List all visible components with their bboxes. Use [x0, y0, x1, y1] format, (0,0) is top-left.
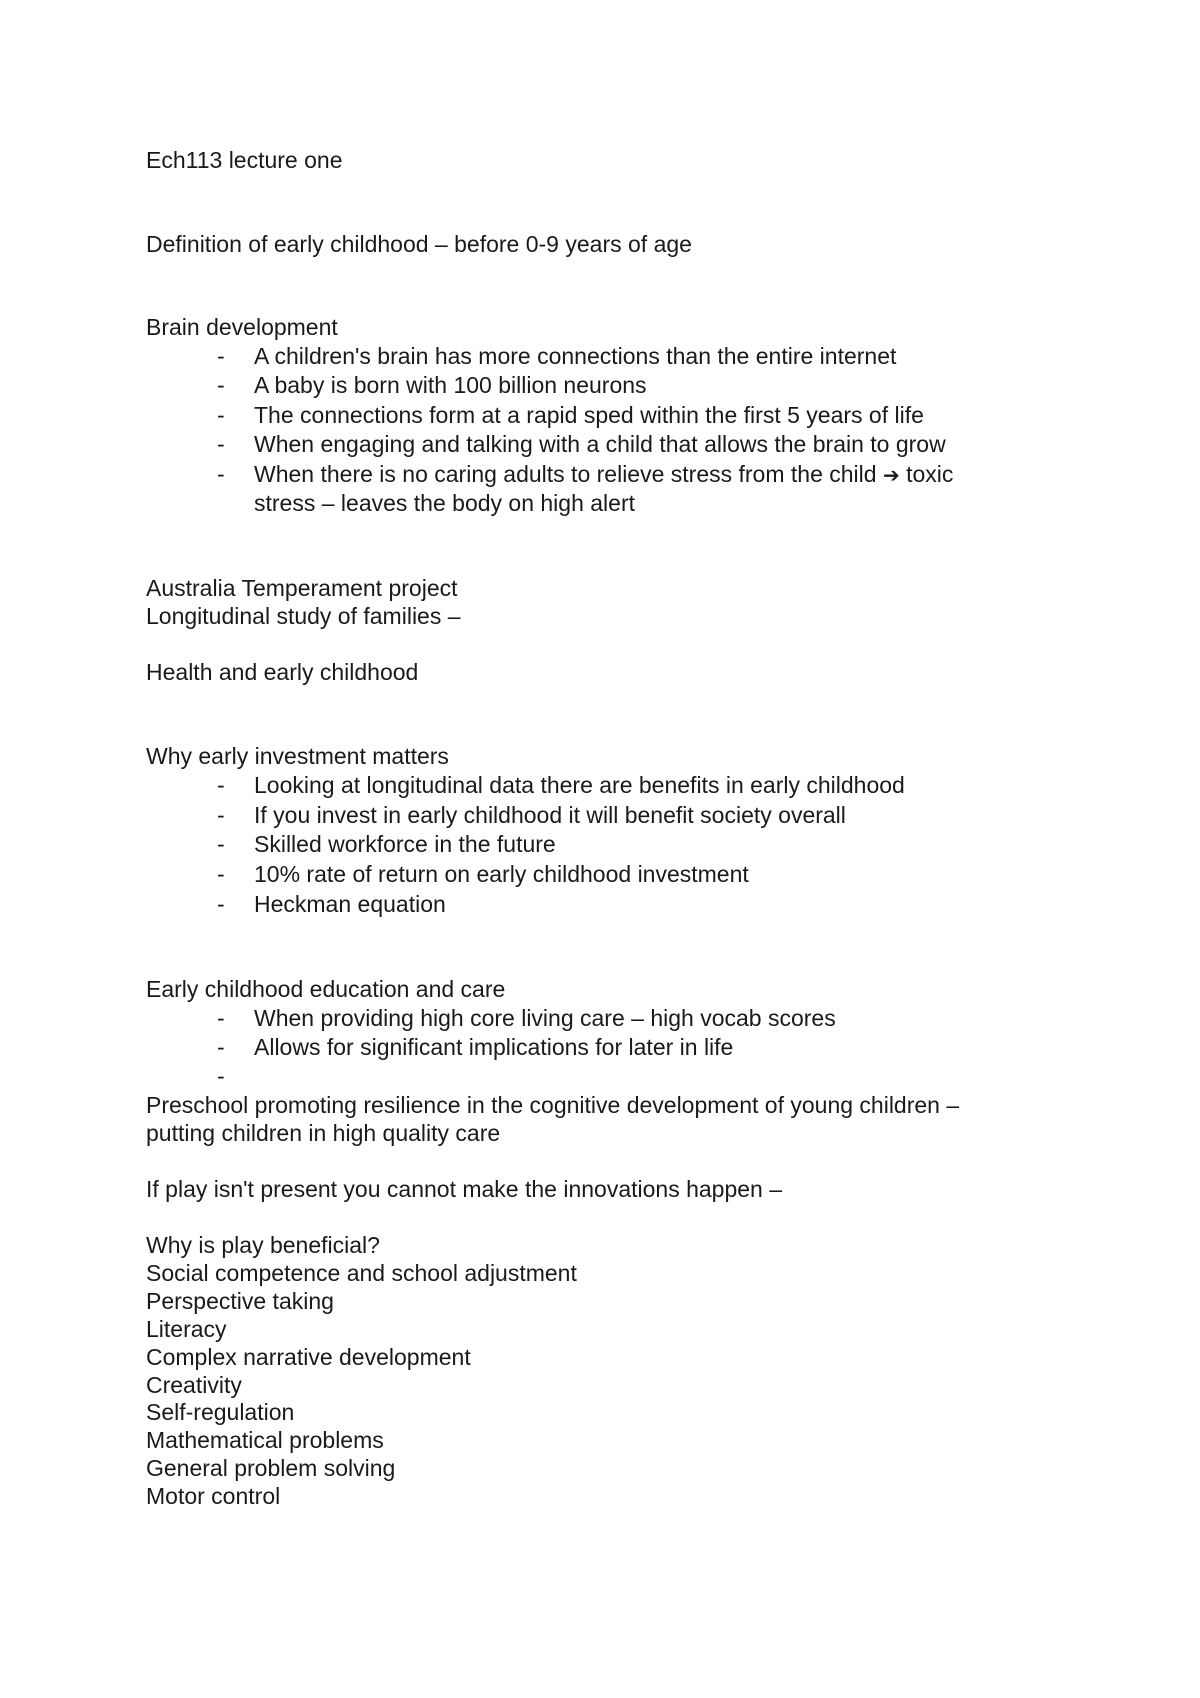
ecec-heading: Early childhood education and care: [146, 976, 506, 1002]
play-benefit-item: Social competence and school adjustment: [146, 1260, 577, 1286]
investment-bullet-dash: -: [217, 861, 225, 887]
ecec-item-2: Allows for significant implications for later in life: [254, 1034, 734, 1060]
play-benefit-item: Creativity: [146, 1372, 242, 1398]
investment-heading: Why early investment matters: [146, 743, 449, 769]
brain-item-5-start: When there is no caring adults to relieve stress from the child: [254, 461, 883, 487]
play-benefit-item: General problem solving: [146, 1455, 396, 1481]
investment-bullet-dash: -: [217, 802, 225, 828]
investment-item-4: 10% rate of return on early childhood investment: [254, 861, 749, 887]
right-arrow-icon: ➔: [882, 463, 900, 487]
brain-item-5-end: toxic: [899, 461, 954, 487]
play-benefit-item: Self-regulation: [146, 1399, 295, 1425]
play-benefits-heading: Why is play beneficial?: [146, 1232, 380, 1258]
brain-item-1: A children's brain has more connections than the entire internet: [254, 343, 897, 369]
play-benefit-item: Literacy: [146, 1316, 227, 1342]
play-benefit-item: Perspective taking: [146, 1288, 334, 1314]
brain-bullet-dash: -: [217, 372, 225, 398]
investment-item-3: Skilled workforce in the future: [254, 831, 556, 857]
ecec-bullet-empty: -: [217, 1063, 225, 1089]
brain-item-5: [254, 460, 953, 489]
brain-item-2: A baby is born with 100 billion neurons: [254, 372, 647, 398]
play-benefit-item: Complex narrative development: [146, 1344, 471, 1370]
play-benefit-item: Motor control: [146, 1483, 281, 1509]
investment-item-1: Looking at longitudinal data there are benefits in early childhood: [254, 772, 905, 798]
brain-heading: Brain development: [146, 314, 338, 340]
ecec-bullet-dash: -: [217, 1005, 225, 1031]
brain-bullet-dash: -: [217, 431, 225, 457]
brain-bullet-dash: -: [217, 461, 225, 487]
investment-bullet-dash: -: [217, 772, 225, 798]
investment-item-2: If you invest in early childhood it will benefit society overall: [254, 802, 846, 828]
brain-item-5-continuation: stress – leaves the body on high alert: [254, 490, 636, 516]
ecec-item-1: When providing high core living care – high vocab scores: [254, 1005, 836, 1031]
ecec-bullet-dash: -: [217, 1034, 225, 1060]
preschool-line-1: Preschool promoting resilience in the cognitive development of young children –: [146, 1092, 960, 1118]
temperament-heading: Australia Temperament project: [146, 575, 458, 601]
temperament-subline: Longitudinal study of families –: [146, 603, 461, 629]
brain-bullet-dash: -: [217, 343, 225, 369]
investment-bullet-dash: -: [217, 891, 225, 917]
preschool-line-2: putting children in high quality care: [146, 1120, 501, 1146]
document-title: Ech113 lecture one: [146, 147, 343, 173]
brain-bullet-dash: -: [217, 402, 225, 428]
brain-item-3: The connections form at a rapid sped within the first 5 years of life: [254, 402, 924, 428]
play-statement: If play isn't present you cannot make the innovations happen –: [146, 1176, 783, 1202]
play-benefit-item: Mathematical problems: [146, 1427, 384, 1453]
definition-line: Definition of early childhood – before 0-9 years of age: [146, 231, 692, 257]
investment-bullet-dash: -: [217, 831, 225, 857]
brain-item-4: When engaging and talking with a child that allows the brain to grow: [254, 431, 946, 457]
investment-item-5: Heckman equation: [254, 891, 446, 917]
health-heading: Health and early childhood: [146, 659, 419, 685]
